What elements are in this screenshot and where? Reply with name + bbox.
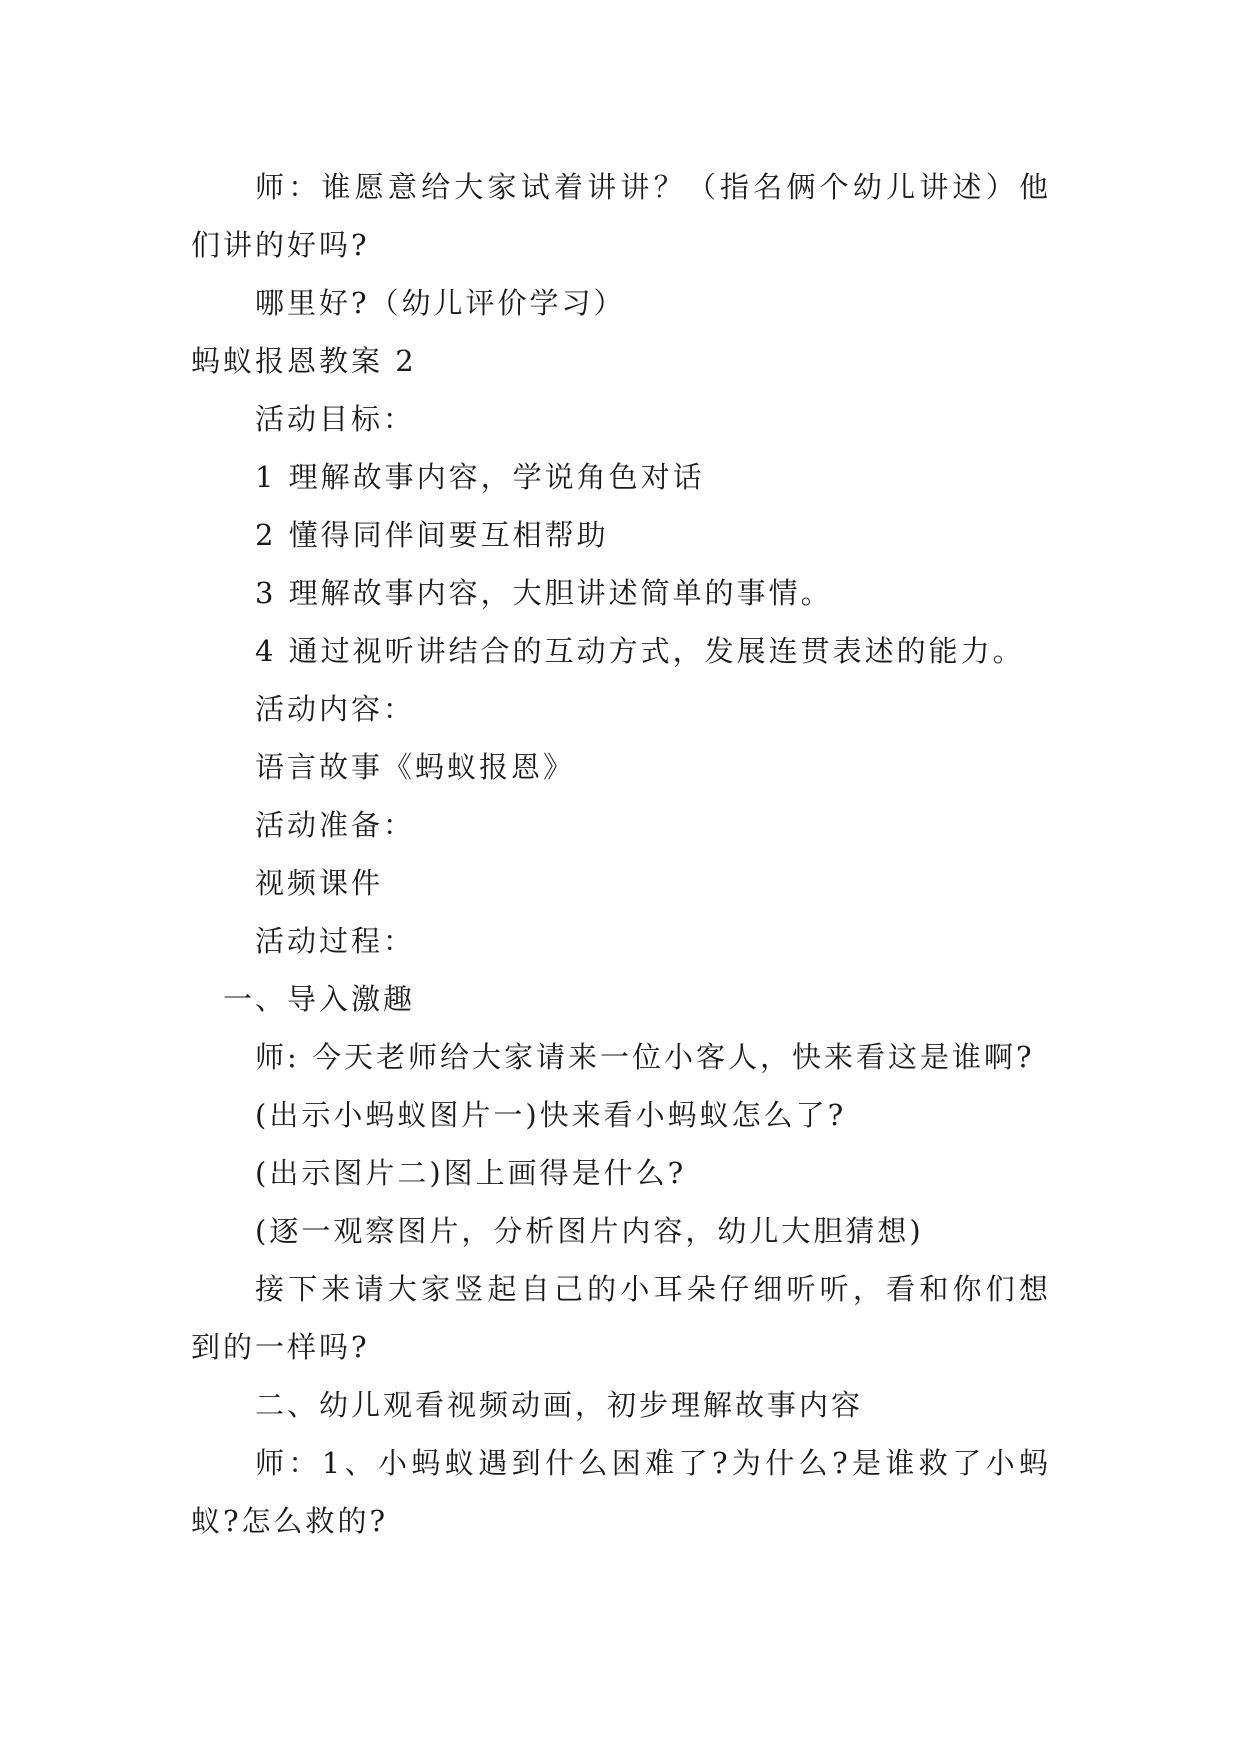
list-item: 2 懂得同伴间要互相帮助	[255, 518, 609, 552]
document-body	[191, 158, 1051, 1550]
paragraph-line: 师: 今天老师给大家请来一位小客人，快来看这是谁啊?	[255, 1040, 1035, 1074]
paragraph-line: 师：1、小蚂蚁遇到什么困难了?为什么?是谁救了小蚂	[255, 1446, 1051, 1480]
paragraph-line: 活动目标：	[255, 402, 416, 436]
paragraph-line: (出示小蚂蚁图片一)快来看小蚂蚁怎么了?	[255, 1098, 847, 1132]
paragraph-line: 师：谁愿意给大家试着讲讲？（指名俩个幼儿讲述）他	[255, 170, 1051, 204]
subsection-heading: 一、导入激趣	[223, 982, 416, 1016]
list-item: 3 理解故事内容，大胆讲述简单的事情。	[255, 576, 833, 610]
subsection-heading: 二、幼儿观看视频动画，初步理解故事内容	[255, 1388, 864, 1422]
paragraph-line: 蚁?怎么救的?	[191, 1504, 389, 1538]
paragraph-line: 活动准备：	[255, 808, 416, 842]
list-item: 1 理解故事内容，学说角色对话	[255, 460, 705, 494]
paragraph-line: 们讲的好吗?	[191, 228, 370, 262]
paragraph-line: 语言故事《蚂蚁报恩》	[255, 750, 576, 784]
list-item: 4 通过视听讲结合的互动方式，发展连贯表述的能力。	[255, 634, 1025, 668]
paragraph-line: (出示图片二)图上画得是什么?	[255, 1156, 687, 1190]
paragraph-line: (逐一观察图片，分析图片内容，幼儿大胆猜想)	[255, 1214, 924, 1248]
paragraph-line: 到的一样吗?	[191, 1330, 370, 1364]
paragraph-line: 接下来请大家竖起自己的小耳朵仔细听听，看和你们想	[255, 1272, 1051, 1306]
section-heading: 蚂蚁报恩教案 2	[191, 344, 417, 378]
paragraph-line: 活动过程：	[255, 924, 416, 958]
paragraph-line: 活动内容：	[255, 692, 416, 726]
paragraph-line: 视频课件	[255, 866, 384, 900]
paragraph-line: 哪里好?（幼儿评价学习）	[255, 286, 626, 320]
